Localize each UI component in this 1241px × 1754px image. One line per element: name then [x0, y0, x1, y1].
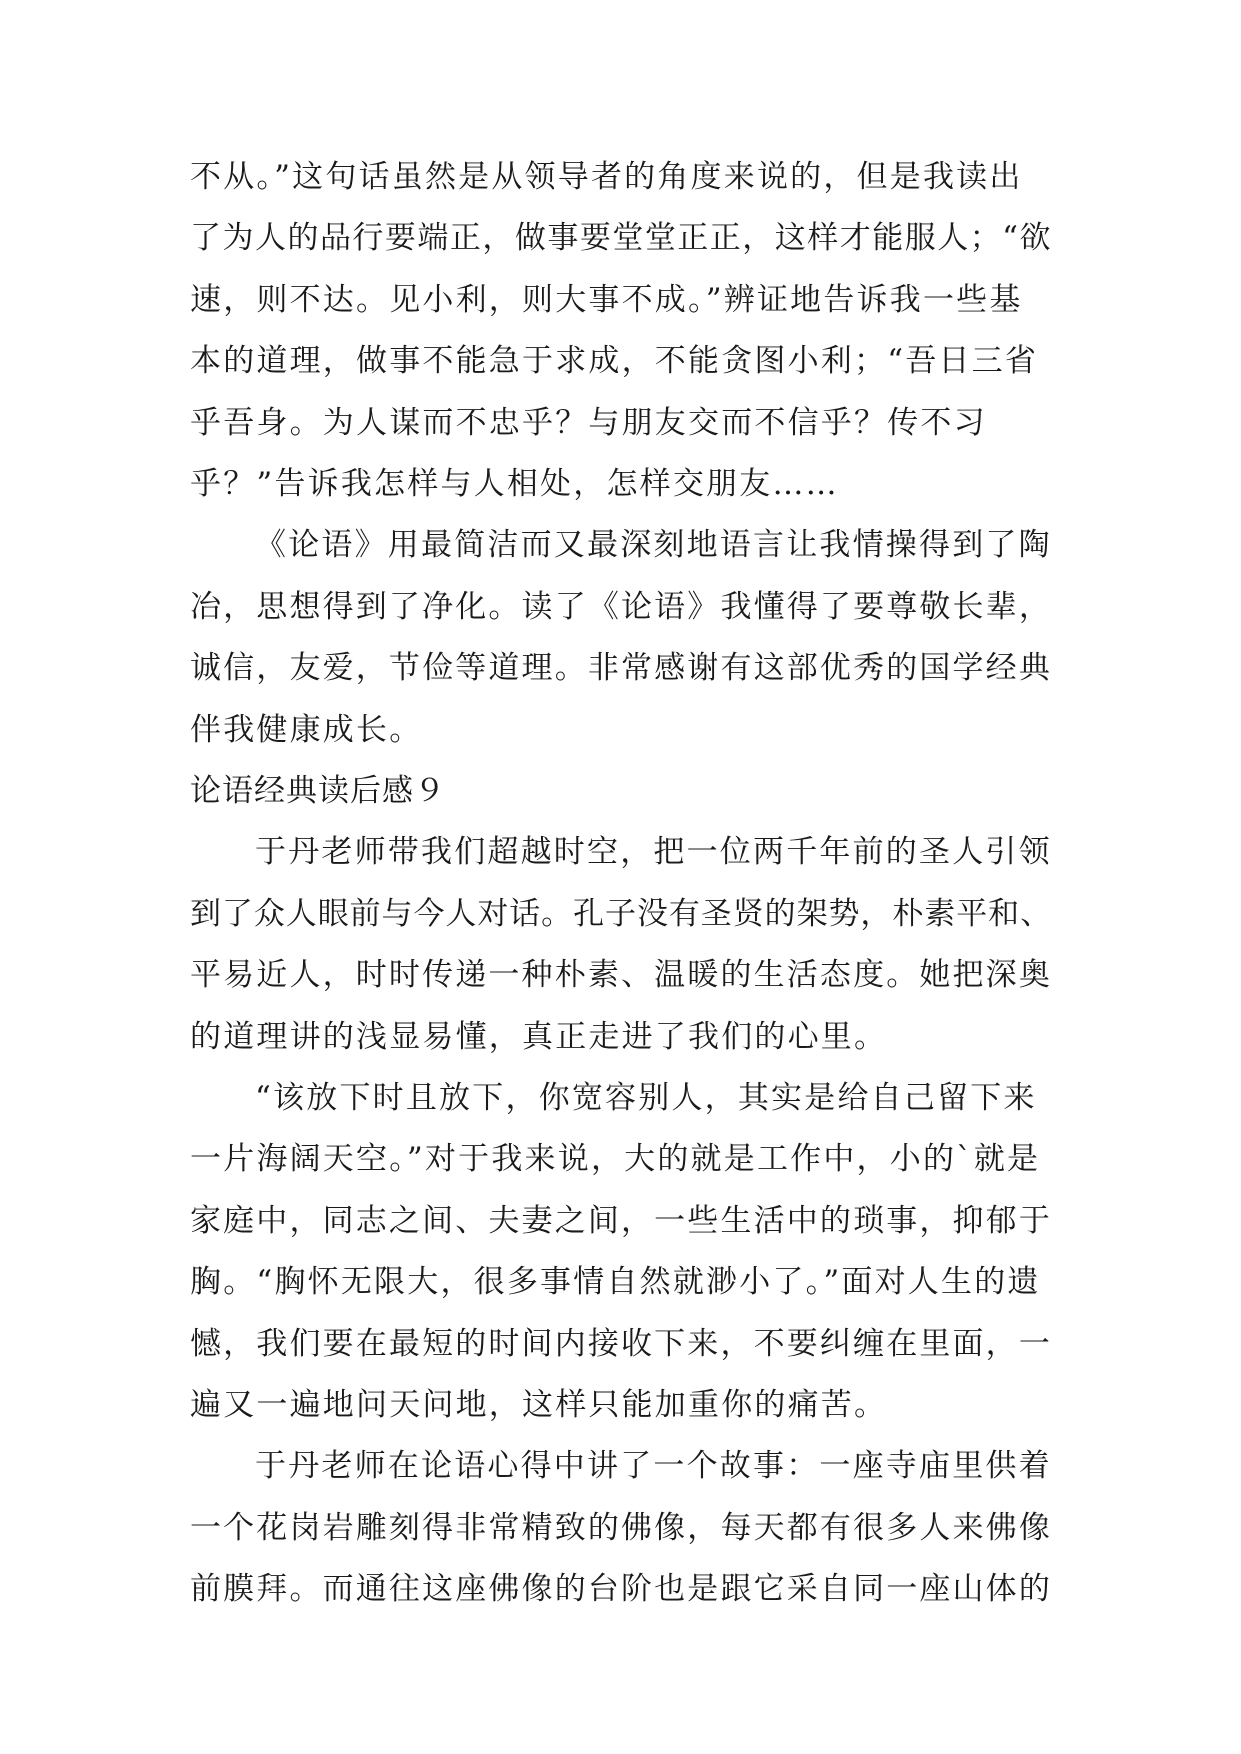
text-line: 的道理讲的浅显易懂，真正走进了我们的心里。 — [190, 1019, 888, 1055]
text-line: 一片海阔天空。”对于我来说，大的就是工作中，小的`就是 — [190, 1141, 1041, 1177]
text-line: 于丹老师在论语心得中讲了一个故事：一座寺庙里供着 — [255, 1448, 1052, 1484]
text-line: 乎吾身。为人谋而不忠乎？与朋友交而不信乎？传不习 — [190, 405, 987, 441]
text-line: 平易近人，时时传递一种朴素、温暖的生活态度。她把深奥 — [190, 957, 1052, 993]
text-line: 诚信，友爱，节俭等道理。非常感谢有这部优秀的国学经典 — [190, 650, 1052, 686]
section-heading: 论语经典读后感９ — [190, 773, 446, 809]
text-line: 家庭中，同志之间、夫妻之间，一些生活中的琐事，抑郁于 — [190, 1203, 1052, 1239]
text-line: 于丹老师带我们超越时空，把一位两千年前的圣人引领 — [255, 834, 1052, 870]
text-line: 一个花岗岩雕刻得非常精致的佛像，每天都有很多人来佛像 — [190, 1510, 1052, 1546]
text-line: 前膜拜。而通往这座佛像的台阶也是跟它采自同一座山体的 — [190, 1571, 1052, 1607]
text-line: 遍又一遍地问天问地，这样只能加重你的痛苦。 — [190, 1387, 888, 1423]
text-line: 本的道理，做事不能急于求成，不能贪图小利；“吾日三省 — [190, 343, 1039, 379]
text-line: 胸。“胸怀无限大，很多事情自然就渺小了。”面对人生的遗 — [190, 1264, 1041, 1300]
text-line: “该放下时且放下，你宽容别人，其实是给自己留下来 — [255, 1080, 1037, 1116]
text-line: 到了众人眼前与今人对话。孔子没有圣贤的架势，朴素平和、 — [190, 896, 1052, 932]
text-line: 不从。”这句话虽然是从领导者的角度来说的，但是我读出 — [190, 159, 1023, 195]
text-line: 了为人的品行要端正，做事要堂堂正正，这样才能服人；“欲 — [190, 220, 1052, 256]
text-line: 《论语》用最简洁而又最深刻地语言让我情操得到了陶 — [255, 527, 1052, 563]
text-line: 乎？”告诉我怎样与人相处，怎样交朋友…… — [190, 466, 839, 502]
text-line: 冶，思想得到了净化。读了《论语》我懂得了要尊敬长辈， — [190, 589, 1052, 625]
text-line: 憾，我们要在最短的时间内接收下来，不要纠缠在里面，一 — [190, 1326, 1052, 1362]
text-line: 伴我健康成长。 — [190, 712, 423, 748]
text-line: 速，则不达。见小利，则大事不成。”辨证地告诉我一些基 — [190, 282, 1023, 318]
